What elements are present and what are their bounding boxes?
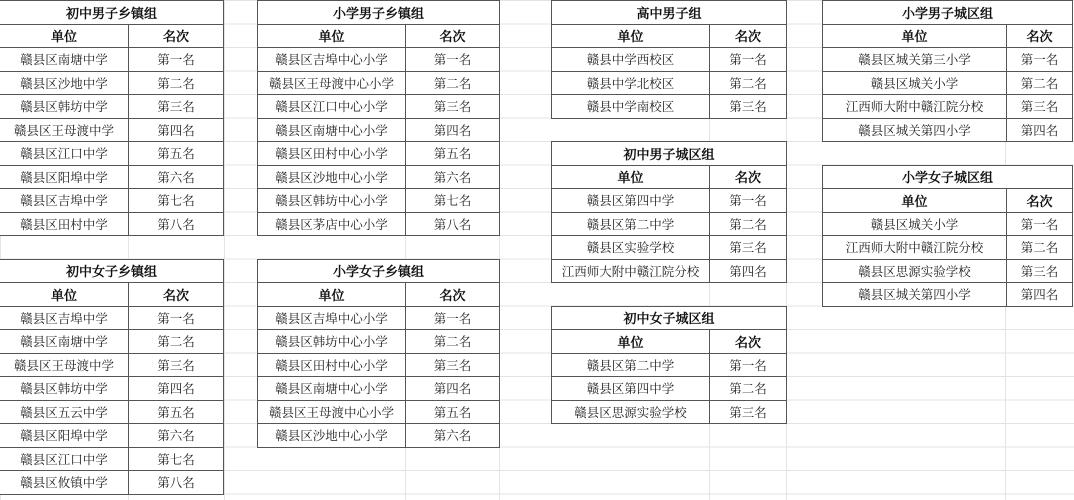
table-row (0, 189, 224, 213)
table-row (258, 48, 500, 72)
unit-cell[interactable]: 赣县中学西校区 (552, 48, 710, 72)
rank-cell[interactable]: 第四名 (1007, 118, 1073, 142)
table-row (552, 71, 787, 95)
header-rank[interactable]: 名次 (129, 283, 224, 307)
unit-cell[interactable]: 赣县区王母渡中学 (0, 353, 129, 377)
rank-cell[interactable]: 第三名 (1007, 259, 1073, 283)
unit-cell[interactable]: 赣县区实验学校 (552, 236, 710, 260)
rank-cell[interactable]: 第三名 (129, 95, 224, 119)
table-row (552, 377, 787, 401)
table-row (258, 118, 500, 142)
table-title[interactable]: 小学女子乡镇组 (258, 259, 500, 283)
header-unit[interactable]: 单位 (823, 189, 1007, 213)
header-rank[interactable]: 名次 (1007, 24, 1073, 48)
unit-cell[interactable]: 赣县区第四中学 (552, 189, 710, 213)
table-row (0, 95, 224, 119)
unit-cell[interactable]: 赣县区江口中心小学 (258, 95, 406, 119)
ranking-table (822, 165, 1073, 307)
header-rank[interactable]: 名次 (710, 165, 787, 189)
header-rank[interactable]: 名次 (710, 330, 787, 354)
rank-cell[interactable]: 第二名 (406, 330, 500, 354)
unit-cell[interactable]: 赣县区第二中学 (552, 353, 710, 377)
title-row (823, 165, 1073, 189)
rank-cell[interactable]: 第一名 (1007, 48, 1073, 72)
title-row (823, 1, 1073, 25)
rank-cell[interactable]: 第五名 (406, 400, 500, 424)
title-row (258, 1, 500, 25)
rank-cell[interactable]: 第一名 (710, 189, 787, 213)
rank-cell[interactable]: 第六名 (406, 424, 500, 448)
table-row (258, 424, 500, 448)
table-row (258, 95, 500, 119)
unit-cell[interactable]: 赣县区吉埠中心小学 (258, 306, 406, 330)
rank-cell[interactable]: 第三名 (129, 353, 224, 377)
rank-cell[interactable]: 第四名 (406, 118, 500, 142)
unit-cell[interactable]: 赣县区吉埠中心小学 (258, 48, 406, 72)
table-row (823, 95, 1073, 119)
header-row (258, 24, 500, 48)
table-row (823, 259, 1073, 283)
rank-cell[interactable]: 第六名 (406, 165, 500, 189)
unit-cell[interactable]: 赣县区城关小学 (823, 71, 1007, 95)
table-row (0, 118, 224, 142)
unit-cell[interactable]: 赣县区第二中学 (552, 212, 710, 236)
table-row (552, 212, 787, 236)
rank-cell[interactable]: 第五名 (406, 142, 500, 166)
table-row (552, 400, 787, 424)
rank-cell[interactable]: 第五名 (129, 400, 224, 424)
rank-cell[interactable]: 第一名 (406, 306, 500, 330)
ranking-table (257, 0, 500, 236)
unit-cell[interactable]: 赣县中学南校区 (552, 95, 710, 119)
unit-cell[interactable]: 赣县区韩坊中心小学 (258, 189, 406, 213)
unit-cell[interactable]: 赣县区思源实验学校 (552, 400, 710, 424)
table-row (0, 447, 224, 471)
header-rank[interactable]: 名次 (129, 24, 224, 48)
table-row (0, 306, 224, 330)
table-row (0, 48, 224, 72)
header-row (552, 165, 787, 189)
rank-cell[interactable]: 第七名 (406, 189, 500, 213)
unit-cell[interactable]: 赣县区韩坊中心小学 (258, 330, 406, 354)
rank-cell[interactable]: 第七名 (129, 189, 224, 213)
table-row (258, 189, 500, 213)
unit-cell[interactable]: 赣县区阳埠中学 (0, 424, 129, 448)
rank-cell[interactable]: 第四名 (1007, 283, 1073, 307)
table-row (552, 259, 787, 283)
table-row (0, 142, 224, 166)
unit-cell[interactable]: 赣县区第四中学 (552, 377, 710, 401)
rank-cell[interactable]: 第八名 (129, 212, 224, 236)
ranking-table (0, 0, 224, 236)
title-row (258, 259, 500, 283)
rank-cell[interactable]: 第一名 (406, 48, 500, 72)
rank-cell[interactable]: 第二名 (710, 377, 787, 401)
unit-cell[interactable]: 赣县区沙地中学 (0, 71, 129, 95)
rank-cell[interactable]: 第一名 (710, 48, 787, 72)
rank-cell[interactable]: 第三名 (406, 95, 500, 119)
rank-cell[interactable]: 第二名 (129, 71, 224, 95)
unit-cell[interactable]: 赣县区沙地中心小学 (258, 424, 406, 448)
rank-cell[interactable]: 第二名 (710, 71, 787, 95)
header-unit[interactable]: 单位 (552, 165, 710, 189)
table-row (0, 471, 224, 495)
unit-cell[interactable]: 赣县区吉埠中学 (0, 306, 129, 330)
header-row (0, 283, 224, 307)
rank-cell[interactable]: 第一名 (129, 306, 224, 330)
title-row (0, 259, 224, 283)
unit-cell[interactable]: 赣县区城关第四小学 (823, 283, 1007, 307)
table-row (0, 424, 224, 448)
table-row (0, 330, 224, 354)
table-row (258, 400, 500, 424)
unit-cell[interactable]: 赣县区城关第四小学 (823, 118, 1007, 142)
unit-cell[interactable]: 赣县区田村中心小学 (258, 353, 406, 377)
rank-cell[interactable]: 第二名 (710, 212, 787, 236)
gridline (224, 0, 225, 500)
rank-cell[interactable]: 第二名 (1007, 71, 1073, 95)
unit-cell[interactable]: 江西师大附中赣江院分校 (823, 236, 1007, 260)
rank-cell[interactable]: 第三名 (710, 95, 787, 119)
unit-cell[interactable]: 赣县区韩坊中学 (0, 377, 129, 401)
rank-cell[interactable]: 第八名 (129, 471, 224, 495)
rank-cell[interactable]: 第一名 (1007, 212, 1073, 236)
unit-cell[interactable]: 赣县区王母渡中心小学 (258, 71, 406, 95)
header-rank[interactable]: 名次 (406, 283, 500, 307)
rank-cell[interactable]: 第四名 (710, 259, 787, 283)
table-row (258, 330, 500, 354)
unit-cell[interactable]: 赣县区阳埠中学 (0, 165, 129, 189)
rank-cell[interactable]: 第二名 (1007, 236, 1073, 260)
table-row (258, 377, 500, 401)
table-title[interactable]: 小学男子乡镇组 (258, 1, 500, 25)
table-row (0, 400, 224, 424)
rank-cell[interactable]: 第四名 (129, 377, 224, 401)
table-row (0, 353, 224, 377)
unit-cell[interactable]: 赣县中学北校区 (552, 71, 710, 95)
header-unit[interactable]: 单位 (258, 24, 406, 48)
table-row (552, 353, 787, 377)
unit-cell[interactable]: 赣县区吉埠中学 (0, 189, 129, 213)
header-row (552, 330, 787, 354)
table-row (823, 212, 1073, 236)
header-unit[interactable]: 单位 (823, 24, 1007, 48)
table-title[interactable]: 初中男子乡镇组 (0, 1, 224, 25)
rank-cell[interactable]: 第六名 (129, 165, 224, 189)
table-row (552, 189, 787, 213)
header-unit[interactable]: 单位 (258, 283, 406, 307)
unit-cell[interactable]: 赣县区南塘中学 (0, 330, 129, 354)
ranking-table (257, 259, 500, 448)
table-row (552, 48, 787, 72)
table-row (258, 212, 500, 236)
ranking-table (822, 0, 1073, 142)
rank-cell[interactable]: 第二名 (406, 71, 500, 95)
table-title[interactable]: 小学女子城区组 (823, 165, 1073, 189)
title-row (0, 1, 224, 25)
unit-cell[interactable]: 赣县区韩坊中学 (0, 95, 129, 119)
table-row (823, 236, 1073, 260)
unit-cell[interactable]: 赣县区南塘中学 (0, 48, 129, 72)
rank-cell[interactable]: 第五名 (129, 142, 224, 166)
header-row (552, 24, 787, 48)
ranking-table (0, 259, 224, 495)
rank-cell[interactable]: 第三名 (710, 236, 787, 260)
table-row (823, 283, 1073, 307)
rank-cell[interactable]: 第三名 (406, 353, 500, 377)
header-unit[interactable]: 单位 (552, 330, 710, 354)
unit-cell[interactable]: 赣县区攸镇中学 (0, 471, 129, 495)
header-row (823, 189, 1073, 213)
table-row (258, 165, 500, 189)
table-row (258, 306, 500, 330)
table-row (552, 236, 787, 260)
title-row (552, 1, 787, 25)
table-row (0, 71, 224, 95)
title-row (552, 306, 787, 330)
title-row (552, 142, 787, 166)
table-row (552, 95, 787, 119)
table-row (0, 377, 224, 401)
header-rank[interactable]: 名次 (1007, 189, 1073, 213)
rank-cell[interactable]: 第八名 (406, 212, 500, 236)
rank-cell[interactable]: 第一名 (710, 353, 787, 377)
rank-cell[interactable]: 第七名 (129, 447, 224, 471)
unit-cell[interactable]: 赣县区王母渡中学 (0, 118, 129, 142)
header-row (0, 24, 224, 48)
rank-cell[interactable]: 第二名 (129, 330, 224, 354)
rank-cell[interactable]: 第六名 (129, 424, 224, 448)
unit-cell[interactable]: 赣县区思源实验学校 (823, 259, 1007, 283)
header-unit[interactable]: 单位 (0, 283, 129, 307)
table-title[interactable]: 小学男子城区组 (823, 1, 1073, 25)
header-unit[interactable]: 单位 (0, 24, 129, 48)
rank-cell[interactable]: 第三名 (710, 400, 787, 424)
header-row (823, 24, 1073, 48)
table-row (258, 142, 500, 166)
table-row (823, 48, 1073, 72)
unit-cell[interactable]: 赣县区江口中学 (0, 447, 129, 471)
table-title[interactable]: 初中男子城区组 (552, 142, 787, 166)
unit-cell[interactable]: 赣县区城关第三小学 (823, 48, 1007, 72)
table-row (258, 71, 500, 95)
unit-cell[interactable]: 赣县区江口中学 (0, 142, 129, 166)
table-row (258, 353, 500, 377)
unit-cell[interactable]: 赣县区沙地中心小学 (258, 165, 406, 189)
header-row (258, 283, 500, 307)
unit-cell[interactable]: 江西师大附中赣江院分校 (823, 95, 1007, 119)
table-row (823, 118, 1073, 142)
table-row (823, 71, 1073, 95)
ranking-table (551, 141, 787, 283)
unit-cell[interactable]: 赣县区田村中学 (0, 212, 129, 236)
table-title[interactable]: 初中女子城区组 (552, 306, 787, 330)
ranking-table (551, 0, 787, 119)
ranking-table (551, 306, 787, 425)
table-row (0, 212, 224, 236)
rank-cell[interactable]: 第四名 (406, 377, 500, 401)
unit-cell[interactable]: 赣县区城关小学 (823, 212, 1007, 236)
unit-cell[interactable]: 赣县区五云中学 (0, 400, 129, 424)
unit-cell[interactable]: 赣县区茅店中心小学 (258, 212, 406, 236)
rank-cell[interactable]: 第一名 (129, 48, 224, 72)
unit-cell[interactable]: 赣县区田村中心小学 (258, 142, 406, 166)
unit-cell[interactable]: 赣县区南塘中心小学 (258, 377, 406, 401)
rank-cell[interactable]: 第三名 (1007, 95, 1073, 119)
unit-cell[interactable]: 赣县区王母渡中心小学 (258, 400, 406, 424)
header-rank[interactable]: 名次 (406, 24, 500, 48)
unit-cell[interactable]: 江西师大附中赣江院分校 (552, 259, 710, 283)
header-rank[interactable]: 名次 (710, 24, 787, 48)
rank-cell[interactable]: 第四名 (129, 118, 224, 142)
table-title[interactable]: 初中女子乡镇组 (0, 259, 224, 283)
table-title[interactable]: 高中男子组 (552, 1, 787, 25)
header-unit[interactable]: 单位 (552, 24, 710, 48)
unit-cell[interactable]: 赣县区南塘中心小学 (258, 118, 406, 142)
table-row (0, 165, 224, 189)
